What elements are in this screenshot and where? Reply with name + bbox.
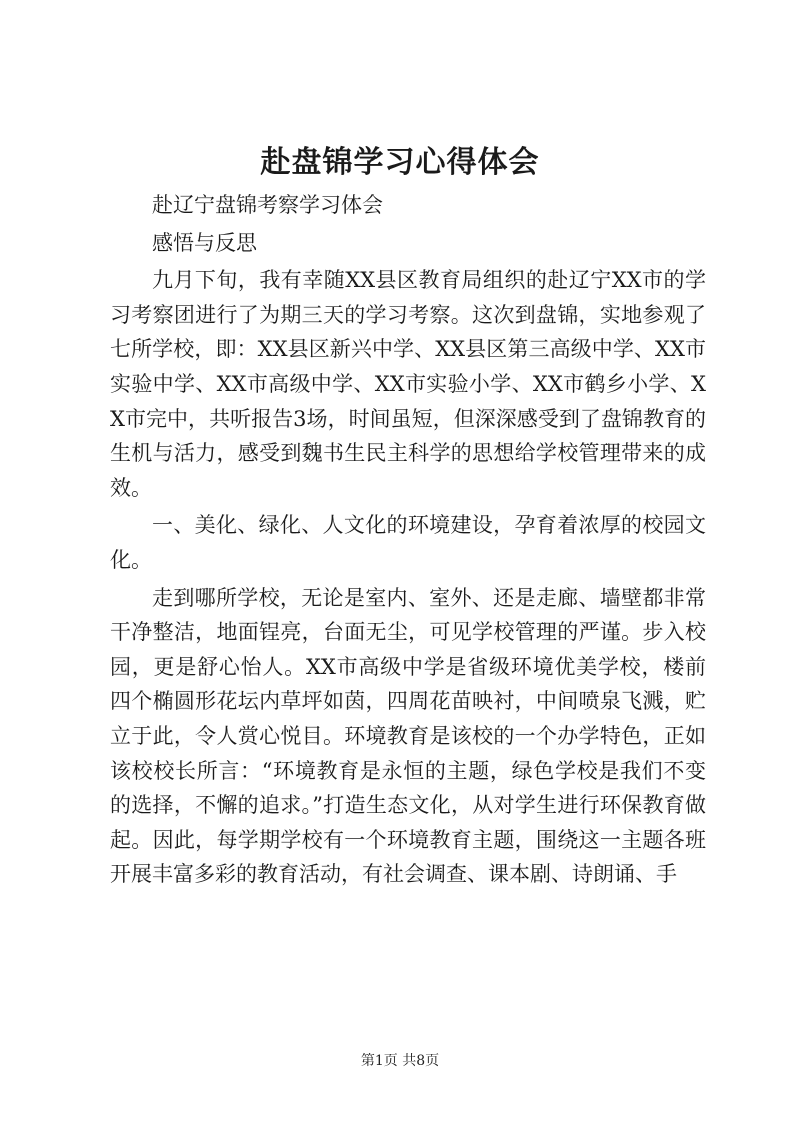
document-title: 赴盘锦学习心得体会 [260, 145, 540, 180]
document-body [110, 188, 706, 895]
body-paragraph: 一、美化、绿化、人文化的环境建设，孕育着浓厚的校园文化。 [110, 513, 706, 572]
body-paragraph: 走到哪所学校，无论是室内、室外、还是走廊、墙壁都非常干净整洁，地面锃亮，台面无尘，可见学校管理的严谨。步入校园，更是舒心怡人。XX市高级中学是省级环境优美学校，楼前四个椭圆形花坛内草坪如茵，四周花苗映衬，中间喷泉飞溅，贮立于此，令人赏心悦目。环境教育是该校的一个办学特色，正如该校校长所言：“环境教育是永恒的主题，绿色学校是我们不变的选择，不懈的追求。”打造生态文化，从对学生进行环保教育做起。因此，每学期学校有一个环境教育主题，围绕这一主题各班开展丰富多彩的教育活动，有社会调查、课本剧、诗朗诵、手 [110, 585, 706, 887]
subtitle-paragraph: 赴辽宁盘锦考察学习体会 [152, 193, 383, 217]
section-heading-paragraph: 感悟与反思 [152, 230, 257, 255]
body-paragraph: 九月下旬，我有幸随XX县区教育局组织的赴辽宁XX市的学习考察团进行了为期三天的学习考察。这次到盘锦，实地参观了七所学校，即：XX县区新兴中学、XX县区第三高级中学、XX市实验中学、XX市高级中学、XX市实验小学、XX市鹤乡小学、XX市完中，共听报告3场，时间虽短，但深深感受到了盘锦教育的生机与活力，感受到魏书生民主科学的思想给学校管理带来的成效。 [110, 268, 706, 500]
page-number-footer: 第1页 共8页 [360, 1053, 440, 1069]
